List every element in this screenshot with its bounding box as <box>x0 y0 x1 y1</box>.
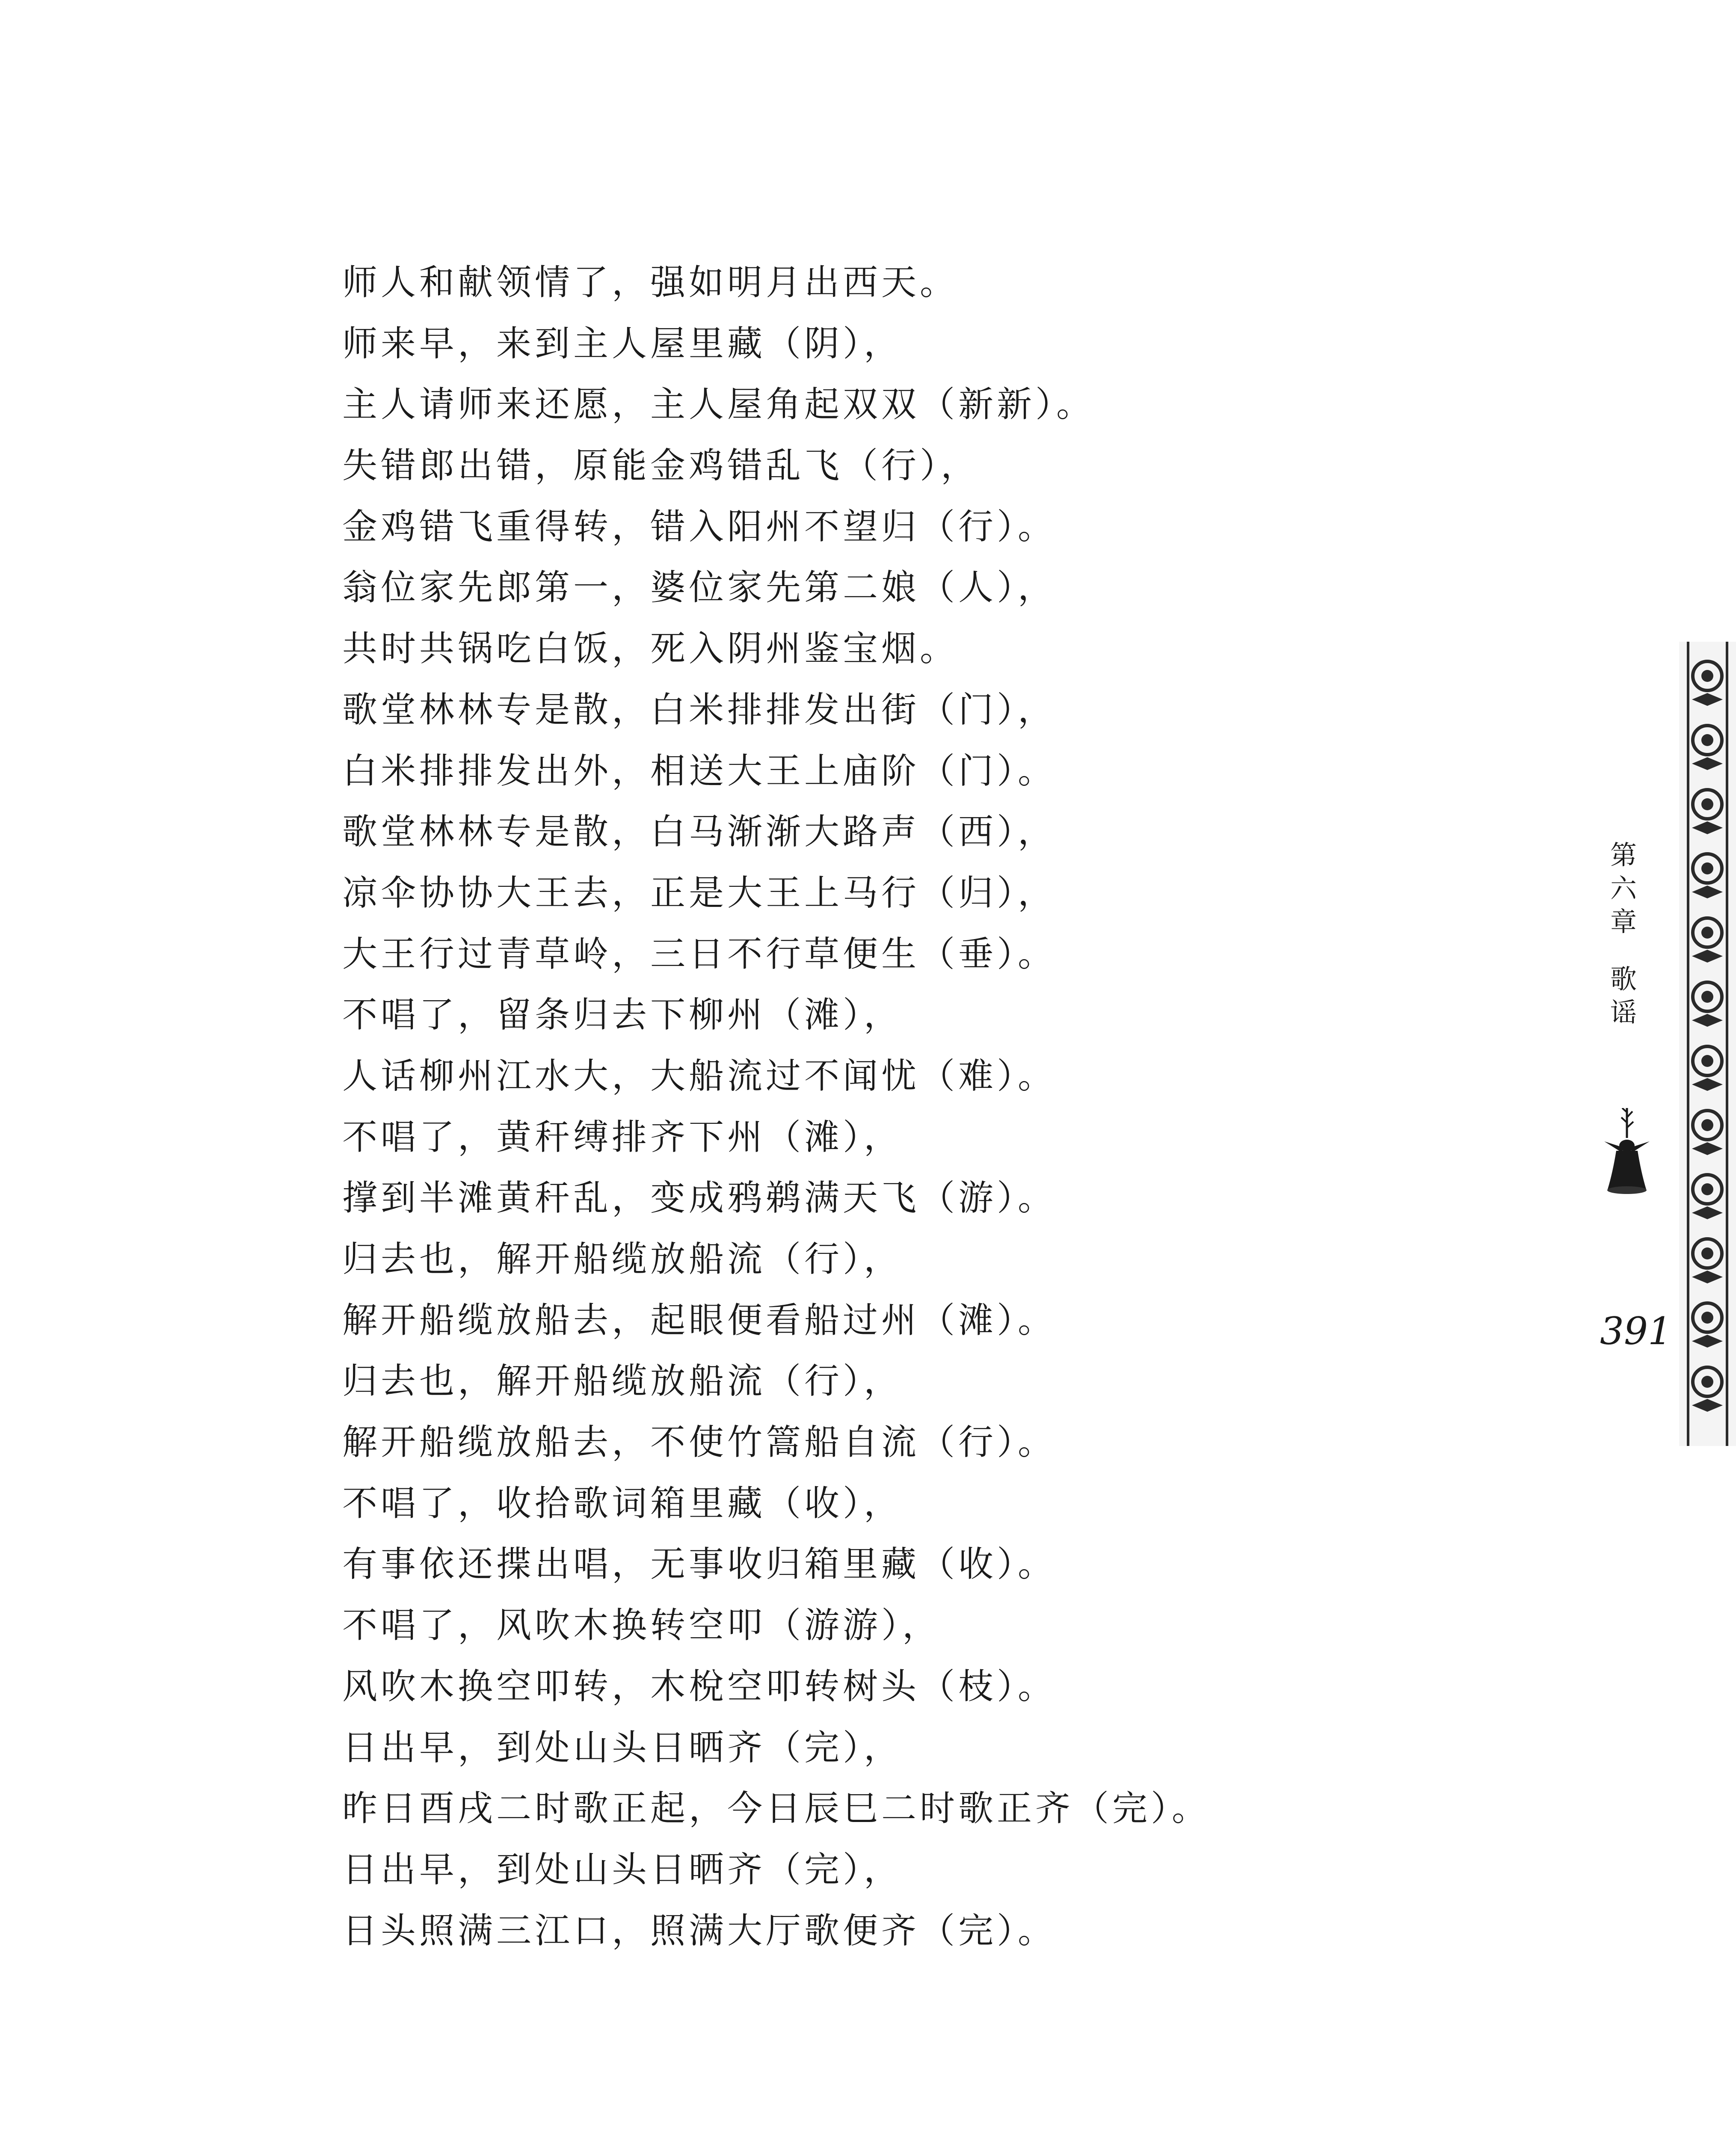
poem-line: 白米排排发出外，相送大王上庙阶（门）。 <box>342 750 1057 791</box>
poem-line: 撑到半滩黄秆乱，变成鸦鹈满天飞（游）。 <box>342 1178 1057 1219</box>
poem-line: 解开船缆放船去，不使竹篙船自流（行）。 <box>342 1422 1057 1463</box>
running-header <box>1600 838 1647 1029</box>
decorative-border <box>1679 642 1736 1446</box>
poem-line: 师人和献领情了，强如明月出西天。 <box>342 262 959 303</box>
poem-line: 解开船缆放船去，起眼便看船过州（滩）。 <box>342 1300 1057 1341</box>
page-number: 391 <box>1600 1309 1672 1353</box>
border-motif <box>1701 1183 1713 1195</box>
poem-line: 师来早，来到主人屋里藏（阴）， <box>342 323 903 364</box>
border-motif <box>1701 1055 1713 1067</box>
poem-line: 昨日酉戌二时歌正起，今日辰巳二时歌正齐（完）。 <box>342 1788 1211 1829</box>
poem-line: 共时共锅吃白饭，死入阴州鉴宝烟。 <box>342 628 959 670</box>
border-motif <box>1701 1119 1713 1131</box>
border-motif <box>1701 1247 1713 1259</box>
chapter-title-char: 歌 <box>1610 963 1637 995</box>
poem-line: 不唱了，黄秆缚排齐下州（滩）， <box>342 1117 903 1158</box>
poem-line: 日出早，到处山头日晒齐（完）， <box>342 1727 903 1768</box>
poem-line: 日出早，到处山头日晒齐（完）， <box>342 1849 903 1890</box>
poem-line: 不唱了，留条归去下柳州（滩）， <box>342 995 903 1036</box>
poem-line: 失错郎出错，原能金鸡错乱飞（行）， <box>342 445 980 486</box>
poem-line: 日头照满三江口，照满大厅歌便齐（完）。 <box>342 1910 1057 1951</box>
poem-line: 主人请师来还愿，主人屋角起双双（新新）。 <box>342 384 1095 425</box>
border-motif <box>1701 1376 1713 1388</box>
poem-line: 凉伞协协大王去，正是大王上马行（归）， <box>342 872 1057 913</box>
bell-icon <box>1603 1108 1650 1198</box>
poem-line: 不唱了，风吹木换转空叩（游游）， <box>342 1605 941 1646</box>
border-motif <box>1701 927 1713 939</box>
poem-line: 有事依还揲出唱，无事收归箱里藏（收）。 <box>342 1544 1057 1585</box>
poem-line: 风吹木换空叩转，木梲空叩转树头（枝）。 <box>342 1666 1057 1707</box>
chapter-number: 第六章 <box>1610 839 1637 937</box>
poem-line: 大王行过青草岭，三日不行草便生（垂）。 <box>342 933 1057 975</box>
chapter-title-char: 谣 <box>1610 997 1637 1028</box>
border-motif <box>1701 862 1713 874</box>
poem-line: 歌堂林林专是散，白马渐渐大路声（西）， <box>342 812 1057 853</box>
border-motif <box>1701 798 1713 810</box>
poem-line: 金鸡错飞重得转，错入阳州不望归（行）。 <box>342 506 1057 547</box>
poem-line: 归去也，解开船缆放船流（行）， <box>342 1361 903 1402</box>
poem-line: 不唱了，收拾歌词箱里藏（收）， <box>342 1483 903 1524</box>
border-motif <box>1701 670 1713 682</box>
border-motif <box>1701 991 1713 1003</box>
poem-line: 歌堂林林专是散，白米排排发出街（门）， <box>342 689 1057 730</box>
border-motif <box>1701 1312 1713 1324</box>
poem-line: 归去也，解开船缆放船流（行）， <box>342 1239 903 1280</box>
chapter-title <box>1600 963 1647 1029</box>
poem-text <box>342 252 1583 1961</box>
poem-line: 人话柳州江水大，大船流过不闻忧（难）。 <box>342 1055 1057 1096</box>
border-motif <box>1701 734 1713 746</box>
poem-line: 翁位家先郎第一，婆位家先第二娘（人）， <box>342 567 1057 608</box>
